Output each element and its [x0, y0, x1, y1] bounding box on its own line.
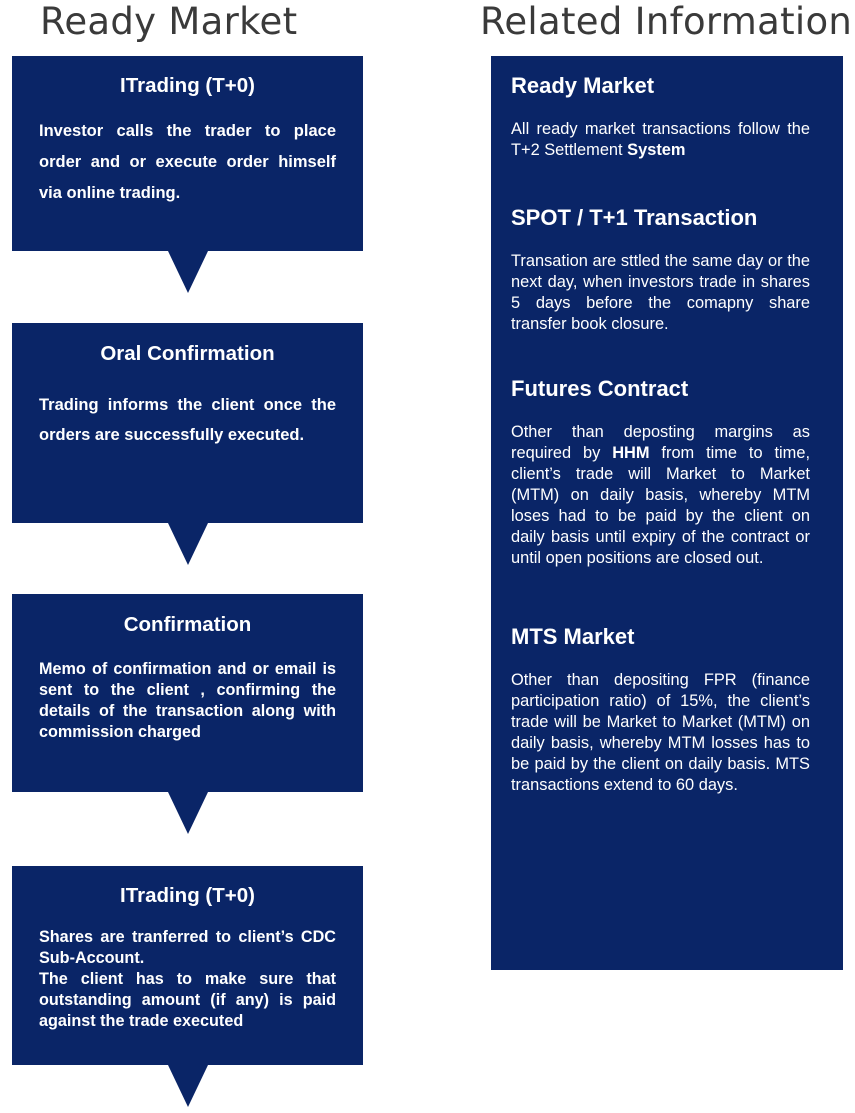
step-description: Memo of confirmation and or email is sent to the client , confirming the details of the transaction along with commission charged	[39, 660, 336, 741]
step-box	[12, 866, 363, 1065]
info-ready-market	[511, 73, 810, 161]
related-information-panel	[491, 56, 843, 970]
info-futures-contract	[511, 376, 810, 569]
step-title: Oral Confirmation	[100, 342, 275, 365]
info-title: Ready Market	[511, 73, 655, 98]
step-description: Trading informs the client once the orders are successfully executed.	[39, 396, 336, 444]
info-text	[511, 119, 810, 161]
info-text: Transation are sttled the same day or the next day, when investors trade in shares 5 days before the comapny share transfer book closure.	[511, 252, 810, 333]
step-box	[12, 56, 363, 251]
info-text-part: All ready market transactions follow the T+2 Settlement	[511, 120, 810, 159]
step-itrading-settlement	[12, 866, 363, 1107]
info-title: SPOT / T+1 Transaction	[511, 205, 758, 230]
down-arrow-icon	[168, 1065, 208, 1107]
step-description: Shares are tranferred to client’s CDC Sub-Account. The client has to make sure that outstanding amount (if any) is paid against the trade executed	[39, 928, 336, 1030]
step-itrading-order	[12, 56, 363, 293]
info-text-part: Other than deposting margins as required by	[511, 423, 810, 462]
step-box	[12, 323, 363, 523]
step-description: Investor calls the trader to place order and or execute order himself via online trading.	[39, 122, 336, 202]
down-arrow-icon	[168, 792, 208, 834]
step-title: ITrading (T+0)	[120, 74, 255, 97]
step-box	[12, 594, 363, 792]
down-arrow-icon	[168, 251, 208, 293]
step-oral-confirmation	[12, 323, 363, 565]
info-text-bold: System	[627, 141, 686, 159]
info-text-part: from time to time, client’s trade will Market to Market (MTM) on daily basis, whereby MTM loses had to be paid by the client on daily basis until expiry of the contract or until open positions are closed out.	[511, 444, 810, 567]
info-spot-transaction	[511, 205, 810, 335]
info-title: MTS Market	[511, 624, 635, 649]
info-text-bold: HHM	[612, 444, 650, 462]
info-mts-market	[511, 624, 810, 796]
related-information-heading: Related Information	[480, 0, 853, 43]
step-title: ITrading (T+0)	[120, 884, 255, 907]
ready-market-heading: Ready Market	[40, 0, 298, 43]
down-arrow-icon	[168, 523, 208, 565]
step-title: Confirmation	[123, 613, 252, 636]
info-title: Futures Contract	[511, 376, 689, 401]
info-text: Other than depositing FPR (finance participation ratio) of 15%, the client’s trade will be Market to Market (MTM) on daily basis, whereby MTM losses has to be paid by the client on daily basis. MTS transactions extend to 60 days.	[511, 671, 810, 794]
info-text	[511, 422, 810, 569]
step-confirmation	[12, 594, 363, 834]
